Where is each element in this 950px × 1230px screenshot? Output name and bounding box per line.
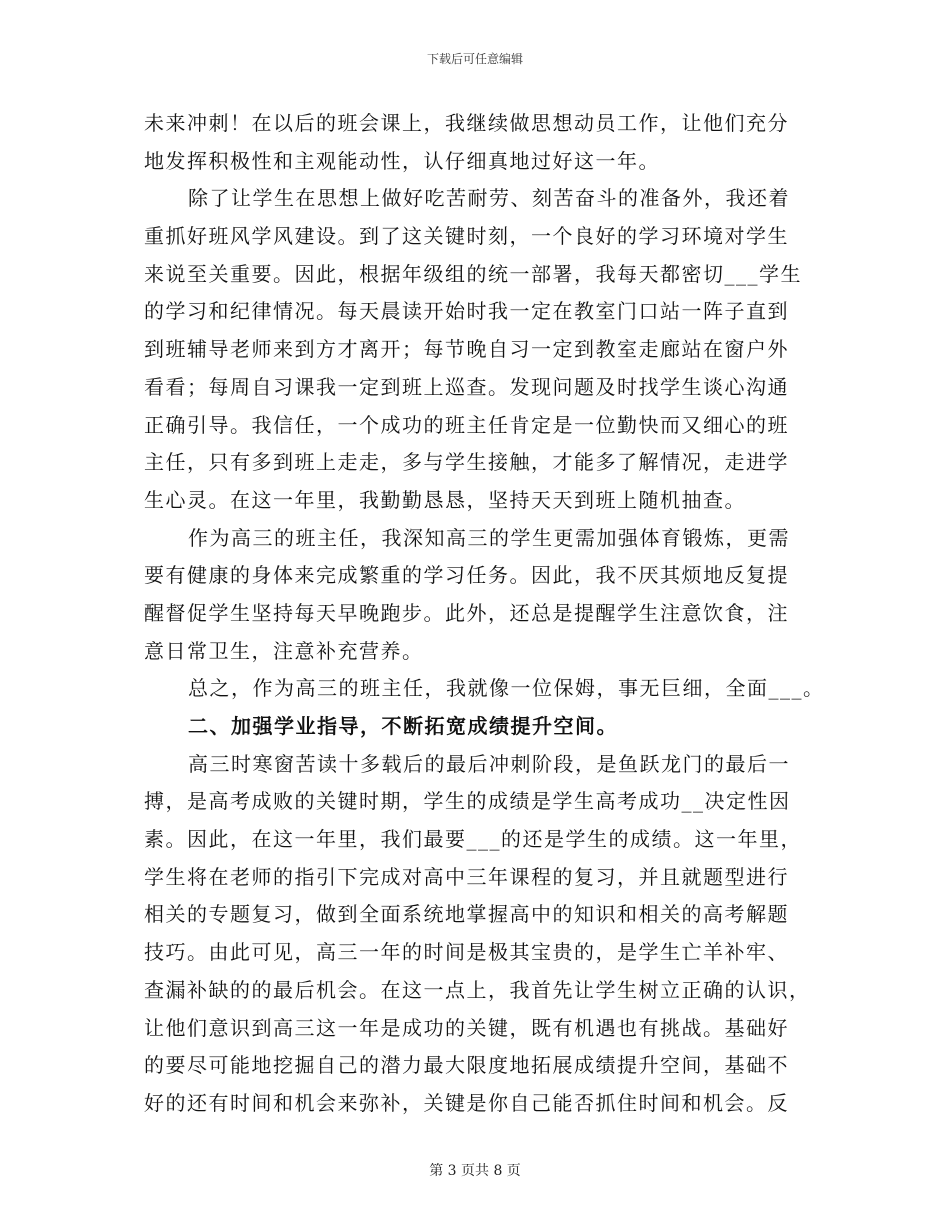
page-footer: 第 3 页共 8 页	[429, 1163, 521, 1179]
text-line: 让他们意识到高三这一年是成功的关键，既有机遇也有挑战。基础好	[144, 1015, 789, 1040]
page-header: 下载后可任意编辑	[426, 52, 523, 66]
text-line: 好的还有时间和机会来弥补，关键是你自己能否抓住时间和机会。反	[144, 1090, 789, 1115]
text-line: 总之，作为高三的班主任，我就像一位保姆，事无巨细，全面___。	[188, 676, 825, 701]
text-line: 的要尽可能地挖掘自己的潜力最大限度地拓展成绩提升空间，基础不	[144, 1053, 789, 1078]
text-line: 搏，是高考成败的关键时期，学生的成绩是学生高考成功__决定性因	[144, 789, 791, 814]
text-line: 作为高三的班主任，我深知高三的学生更需加强体育锻炼，更需	[188, 525, 790, 550]
text-line: 意日常卫生，注意补充营养。	[144, 638, 424, 663]
text-line: 醒督促学生坚持每天早晚跑步。此外，还总是提醒学生注意饮食，注	[144, 600, 789, 625]
document-body	[144, 105, 825, 1123]
text-line: 看看；每周自习课我一定到班上巡查。发现问题及时找学生谈心沟通	[144, 374, 789, 399]
text-line: 素。因此，在这一年里，我们最要___的还是学生的成绩。这一年里，	[144, 827, 802, 852]
text-line: 技巧。由此可见，高三一年的时间是极其宝贵的，是学生亡羊补牢、	[144, 940, 789, 965]
text-line: 到班辅导老师来到方才离开；每节晚自习一定到教室走廊站在窗户外	[144, 337, 789, 362]
text-line: 要有健康的身体来完成繁重的学习任务。因此，我不厌其烦地反复提	[144, 563, 789, 588]
text-line: 除了让学生在思想上做好吃苦耐劳、刻苦奋斗的准备外，我还着	[188, 186, 790, 211]
section-heading: 二、加强学业指导，不断拓宽成绩提升空间。	[188, 714, 618, 738]
text-line: 相关的专题复习，做到全面系统地掌握高中的知识和相关的高考解题	[144, 902, 789, 927]
text-line: 来说至关重要。因此，根据年级组的统一部署，我每天都密切___学生	[144, 261, 802, 286]
text-line: 学生将在老师的指引下完成对高中三年课程的复习，并且就题型进行	[144, 864, 789, 889]
text-line: 生心灵。在这一年里，我勤勤恳恳，坚持天天到班上随机抽查。	[144, 487, 746, 512]
text-line: 的学习和纪律情况。每天晨读开始时我一定在教室门口站一阵子直到	[144, 299, 789, 324]
text-line: 地发挥积极性和主观能动性，认仔细真地过好这一年。	[144, 148, 660, 173]
text-line: 重抓好班风学风建设。到了这关键时刻，一个良好的学习环境对学生	[144, 224, 789, 249]
text-line: 正确引导。我信任，一个成功的班主任肯定是一位勤快而又细心的班	[144, 412, 789, 437]
text-line: 主任，只有多到班上走走，多与学生接触，才能多了解情况，走进学	[144, 450, 789, 475]
text-line: 未来冲刺！在以后的班会课上，我继续做思想动员工作，让他们充分	[144, 111, 789, 135]
text-line: 高三时寒窗苦读十多载后的最后冲刺阶段，是鱼跃龙门的最后一	[188, 751, 790, 776]
text-line: 查漏补缺的的最后机会。在这一点上，我首先让学生树立正确的认识，	[144, 977, 811, 1002]
